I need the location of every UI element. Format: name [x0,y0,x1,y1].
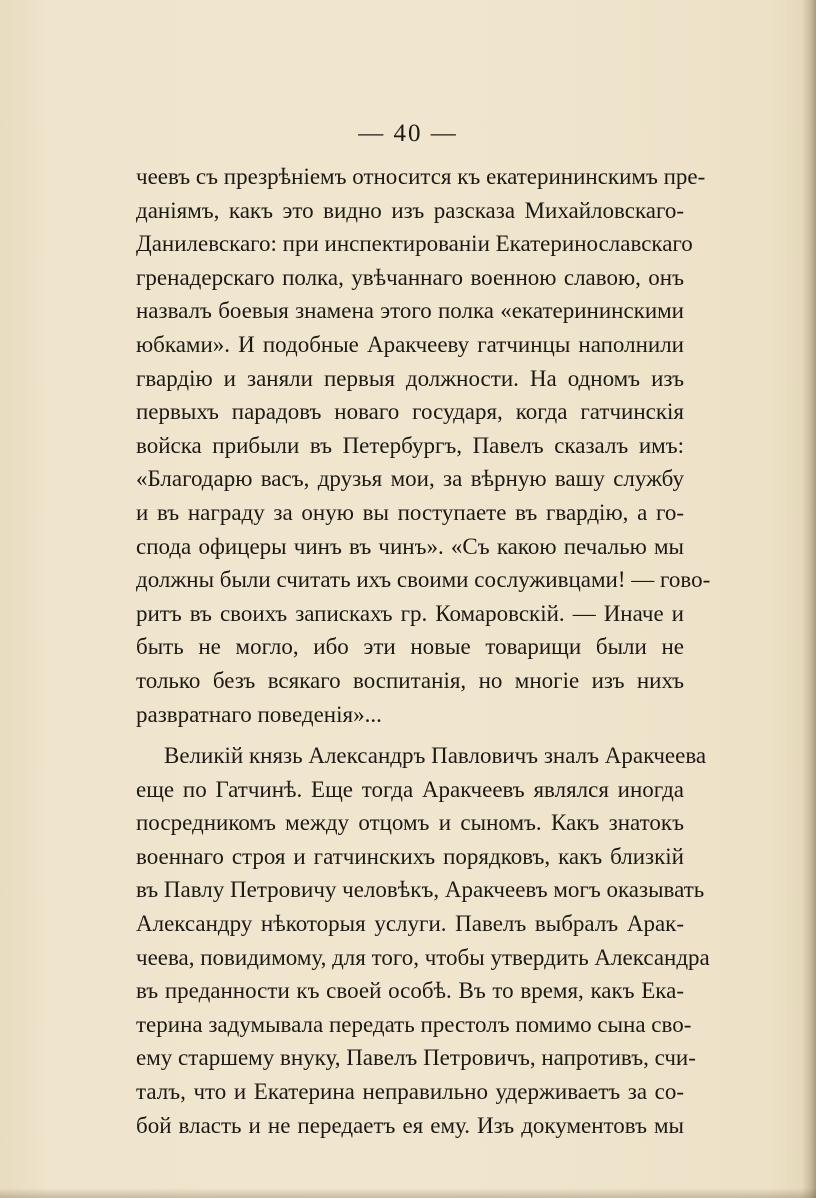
page-edge-shadow [802,0,816,1198]
text-line: въ Павлу Петровичу человѣкъ, Аракчеевъ могъ оказывать [136,877,705,903]
page-bottom-shadow [0,1188,816,1198]
text-line: даніямъ, какъ это видно изъ разсказа Михайловскаго- [136,197,684,223]
text-line: ритъ въ своихъ запискахъ гр. Комаровскій. — Иначе и [136,600,684,626]
paragraph [136,160,711,731]
text-line: и въ награду за оную вы поступаете въ гвардію, а го- [136,499,684,525]
text-line: чеева, повидимому, для того, чтобы утвердить Александра [136,944,710,970]
text-line: въ преданности къ своей особѣ. Въ то время, какъ Ека- [136,978,684,1004]
body-text [136,160,711,1142]
text-line: талъ, что и Екатерина неправильно удерживаетъ за со- [136,1079,684,1105]
text-line: развратнаго поведенія»... [136,701,382,727]
text-line: назвалъ боевыя знамена этого полка «екатерининскими [136,298,684,324]
text-line: быть не могло, ибо эти новые товарищи были не [136,634,684,660]
text-line: терина задумывала передать престолъ помимо сына сво- [136,1011,692,1037]
text-line: гренадерскаго полка, увѣчаннаго военною славою, онъ [136,264,684,290]
text-line: спода офицеры чинъ въ чинъ». «Съ какою печалью мы [136,533,684,559]
text-line: ему старшему внуку, Павелъ Петровичъ, напротивъ, счи- [136,1045,696,1071]
text-line: чеевъ съ презрѣніемъ относится къ екатерининскимъ пре- [136,164,706,189]
paragraph [136,739,710,1142]
text-line: Данилевскаго: при инспектированіи Екатеринославскаго [136,231,693,257]
text-line: бой власть и не передаетъ ея ему. Изъ документовъ мы [136,1112,684,1138]
text-line: первыхъ парадовъ новаго государя, когда гатчинскія [136,399,684,425]
text-line: еще по Гатчинѣ. Еще тогда Аракчеевъ являлся иногда [136,776,684,802]
text-line: войска прибыли въ Петербургъ, Павелъ сказалъ имъ: [136,432,684,458]
page-number: — 40 — [358,120,458,147]
text-line: посредникомъ между отцомъ и сыномъ. Какъ знатокъ [136,810,684,836]
text-line: только безъ всякаго воспитанія, но многіе изъ нихъ [136,667,684,693]
text-line: юбками». И подобные Аракчееву гатчинцы наполнили [136,331,684,357]
text-line: Александру нѣкоторыя услуги. Павелъ выбралъ Арак- [136,911,684,937]
text-line: Великій князь Александръ Павловичъ зналъ Аракчеева [164,743,707,769]
text-line: должны были считать ихъ своими сослуживцами! — гово- [136,567,711,593]
text-line: военнаго строя и гатчинскихъ порядковъ, какъ близкій [136,843,684,869]
text-line: «Благодарю васъ, друзья мои, за вѣрную вашу службу [136,466,684,492]
text-line: гвардію и заняли первыя должности. На одномъ изъ [136,365,684,391]
